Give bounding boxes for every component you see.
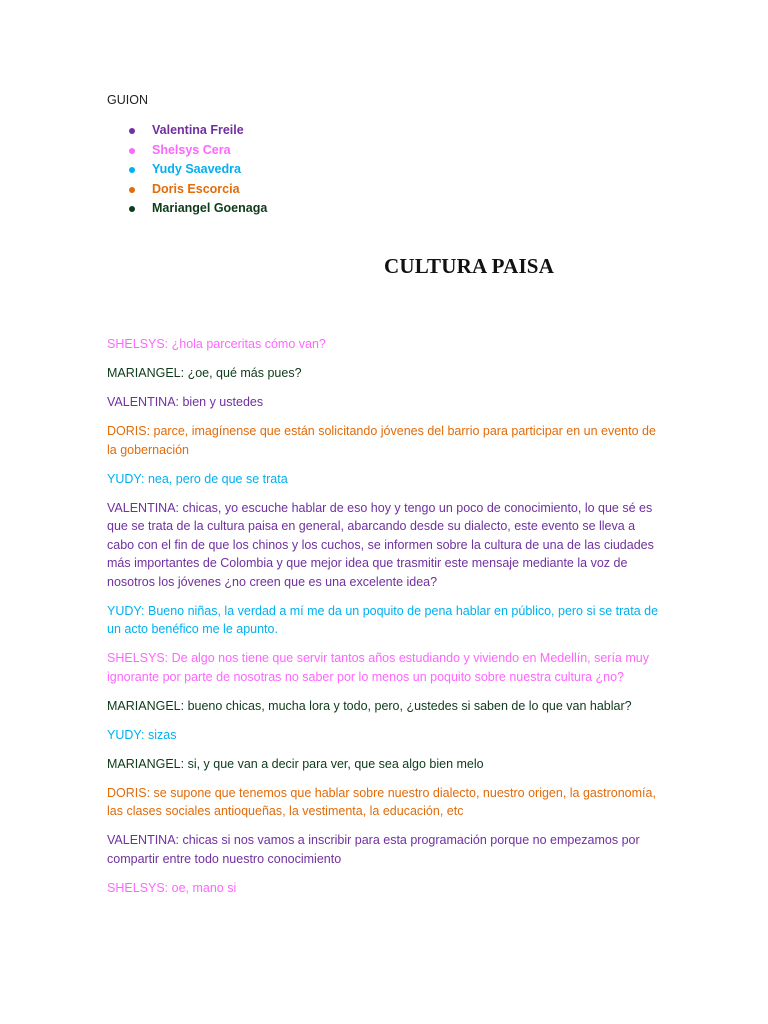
- member-name: Mariangel Goenaga: [152, 201, 268, 215]
- dialogue-line: DORIS: parce, imagínense que están solicitando jóvenes del barrio para participar en un evento de la gobernación: [107, 424, 656, 457]
- member-item: [107, 180, 267, 200]
- dialogue-line: SHELSYS: oe, mano si: [107, 880, 237, 895]
- member-item: [107, 199, 267, 219]
- bullet-icon: [129, 206, 135, 212]
- dialogue-line: MARIANGEL: ¿oe, qué más pues?: [107, 366, 302, 380]
- document-heading: GUION: [107, 93, 148, 107]
- dialogue-line: DORIS: se supone que tenemos que hablar sobre nuestro dialecto, nuestro origen, la gastronomía, las clases sociales antioqueñas, la vestimenta, la educación, etc: [107, 785, 656, 818]
- member-item: [107, 121, 267, 141]
- member-name: Valentina Freile: [152, 123, 244, 137]
- dialogue-line: YUDY: Bueno niñas, la verdad a mí me da un poquito de pena hablar en público, pero si se trata de un acto benéfico me le apunto.: [107, 603, 659, 636]
- document-title: CULTURA PAISA: [384, 254, 555, 278]
- bullet-icon: [129, 167, 135, 173]
- dialogue-line: YUDY: sizas: [107, 727, 177, 742]
- member-name: Shelsys Cera: [152, 142, 231, 157]
- dialogue-line: VALENTINA: chicas, yo escuche hablar de eso hoy y tengo un poco de conocimiento, lo que sé es que se trata de la cultura paisa en general, abarcando desde su dialecto, este evento se lleva a cabo con el fin de que los chinos y los cuchos, se informen sobre la cultura de una de las ciudades más importantes de Colombia y que mejor idea que trasmitir este mensaje mediante la voz de nosotros los jóvenes ¿no creen que es una excelente idea?: [107, 500, 654, 589]
- dialogue-line: YUDY: nea, pero de que se trata: [107, 471, 288, 486]
- member-item: [107, 141, 267, 161]
- dialogue-line: MARIANGEL: bueno chicas, mucha lora y todo, pero, ¿ustedes si saben de lo que van hablar?: [107, 698, 632, 713]
- dialogue-line: SHELSYS: ¿hola parceritas cómo van?: [107, 337, 326, 351]
- dialogue-section: [107, 335, 663, 908]
- bullet-icon: [129, 128, 135, 134]
- member-name: Doris Escorcia: [152, 181, 240, 196]
- member-item: [107, 160, 267, 180]
- bullet-icon: [129, 187, 135, 193]
- dialogue-line: SHELSYS: De algo nos tiene que servir tantos años estudiando y viviendo en Medellín, sería muy ignorante por parte de nosotras no saber por lo menos un poquito sobre nuestra cultura ¿no?: [107, 651, 649, 684]
- bullet-icon: [129, 148, 135, 154]
- members-list: [107, 121, 267, 219]
- dialogue-line: VALENTINA: bien y ustedes: [107, 395, 264, 409]
- dialogue-line: VALENTINA: chicas si nos vamos a inscribir para esta programación porque no empezamos por compartir entre todo nuestro conocimiento: [107, 833, 640, 866]
- dialogue-line: MARIANGEL: si, y que van a decir para ver, que sea algo bien melo: [107, 756, 484, 771]
- member-name: Yudy Saavedra: [152, 162, 241, 176]
